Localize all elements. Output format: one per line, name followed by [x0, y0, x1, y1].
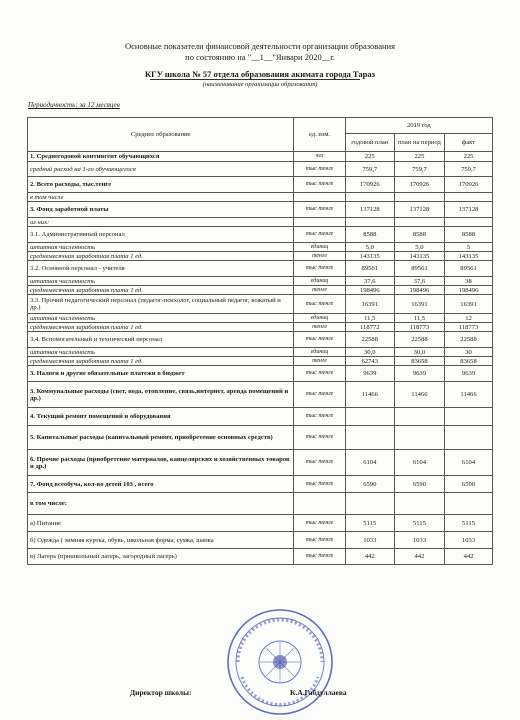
table-row	[28, 295, 493, 314]
table-row	[28, 332, 493, 348]
table-row	[28, 252, 493, 261]
row-annual-plan-cell: 37,6	[345, 277, 394, 286]
row-period-plan-cell: 198496	[394, 286, 444, 295]
row-fact-cell: 6104	[445, 450, 493, 476]
row-unit-cell: тыс тенге	[294, 549, 345, 565]
table-row	[28, 243, 493, 252]
row-unit-cell: единиц	[294, 314, 345, 323]
row-period-plan-cell	[394, 218, 444, 227]
row-period-plan-cell	[394, 493, 444, 515]
row-annual-plan-cell	[345, 218, 394, 227]
row-unit-cell: тыс тенге	[294, 408, 345, 426]
row-unit-cell: тенге	[294, 286, 345, 295]
table-row	[28, 227, 493, 243]
row-annual-plan-cell: 22588	[345, 332, 394, 348]
row-period-plan-cell: 16391	[394, 295, 444, 314]
row-fact-cell: 6590	[445, 476, 493, 493]
row-fact-cell: 143135	[445, 252, 493, 261]
row-unit-cell: единиц	[294, 348, 345, 357]
row-fact-cell: 8588	[445, 227, 493, 243]
header-plan-period: план на период	[394, 134, 444, 152]
title-line-2: по состоянию на "__1__"Январи 2020__г.	[185, 52, 335, 62]
table-row	[28, 476, 493, 493]
row-annual-plan-cell: 143135	[345, 252, 394, 261]
organization-caption: (наименование организации образования)	[202, 81, 318, 88]
row-annual-plan-cell: 1033	[345, 532, 394, 549]
row-period-plan-cell: 6590	[394, 476, 444, 493]
row-fact-cell: 89561	[445, 261, 493, 277]
row-unit-cell	[294, 218, 345, 227]
row-unit-cell: тыс тенге	[294, 476, 345, 493]
header-year: 2019 год	[345, 118, 492, 134]
row-fact-cell: 9639	[445, 366, 493, 382]
row-annual-plan-cell	[345, 493, 394, 515]
row-fact-cell: 5	[445, 243, 493, 252]
row-fact-cell: 12	[445, 314, 493, 323]
table-row	[28, 218, 493, 227]
financial-table	[27, 117, 493, 565]
header-unit: ед. изм.	[294, 118, 345, 152]
row-unit-cell	[294, 493, 345, 515]
row-annual-plan-cell: 118772	[345, 323, 394, 332]
row-annual-plan-cell: 6104	[345, 450, 394, 476]
row-fact-cell	[445, 493, 493, 515]
row-period-plan-cell: 442	[394, 549, 444, 565]
table-row	[28, 193, 493, 202]
row-unit-cell: единиц	[294, 243, 345, 252]
row-name-cell: б) Одежда ( зимняя куртка, обувь, школьная форма, сумка, шапка	[28, 532, 294, 549]
row-fact-cell: 118773	[445, 323, 493, 332]
row-annual-plan-cell: 89561	[345, 261, 394, 277]
row-unit-cell: тыс тенге	[294, 202, 345, 218]
row-fact-cell: 225	[445, 152, 493, 162]
row-annual-plan-cell: 16391	[345, 295, 394, 314]
row-fact-cell	[445, 193, 493, 202]
row-annual-plan-cell	[345, 193, 394, 202]
row-unit-cell: тыс тенге	[294, 227, 345, 243]
row-annual-plan-cell: 11466	[345, 382, 394, 408]
row-unit-cell: тыс тенге	[294, 177, 345, 193]
row-name-cell: среднемесячная заработная плата 1 ед.	[28, 357, 294, 366]
table-row	[28, 162, 493, 177]
table-row	[28, 177, 493, 193]
row-period-plan-cell: 5,0	[394, 243, 444, 252]
row-name-cell: 3.4. Вспомогательный и технический персонал	[28, 332, 294, 348]
row-unit-cell: единиц	[294, 277, 345, 286]
row-unit-cell: тыс тенге	[294, 450, 345, 476]
row-unit-cell: тенге	[294, 323, 345, 332]
row-period-plan-cell: 9639	[394, 366, 444, 382]
table-row	[28, 348, 493, 357]
row-name-cell: 7. Фонд всеобуча, кол-во детей 103 , всего	[28, 476, 294, 493]
table-body	[28, 152, 493, 565]
row-unit-cell: тыс тенге	[294, 162, 345, 177]
row-period-plan-cell: 8588	[394, 227, 444, 243]
row-name-cell: 3. Налоги и другие обязательные платежи в бюджет	[28, 366, 294, 382]
official-stamp	[225, 607, 335, 717]
row-period-plan-cell: 83658	[394, 357, 444, 366]
header-plan-year: годовой план	[345, 134, 394, 152]
row-fact-cell: 759,7	[445, 162, 493, 177]
row-fact-cell: 38	[445, 277, 493, 286]
header-fact: факт	[445, 134, 493, 152]
row-name-cell: 2. Всего расходы, тыс.тенге	[28, 177, 294, 193]
row-annual-plan-cell	[345, 426, 394, 450]
row-name-cell: 3.2. Основной персонал - учителя	[28, 261, 294, 277]
row-annual-plan-cell: 759,7	[345, 162, 394, 177]
row-fact-cell: 1033	[445, 532, 493, 549]
row-annual-plan-cell: 62743	[345, 357, 394, 366]
row-period-plan-cell: 89561	[394, 261, 444, 277]
table-row	[28, 515, 493, 532]
row-period-plan-cell: 11466	[394, 382, 444, 408]
row-fact-cell: 22588	[445, 332, 493, 348]
row-annual-plan-cell: 198496	[345, 286, 394, 295]
table-row	[28, 493, 493, 515]
row-annual-plan-cell: 5,0	[345, 243, 394, 252]
table-row	[28, 202, 493, 218]
row-period-plan-cell: 225	[394, 152, 444, 162]
row-name-cell: 3.3. Прочий педагогический персонал (педагог-психолог, социальный педагог, вожатый и др.)	[28, 295, 294, 314]
row-period-plan-cell: 143135	[394, 252, 444, 261]
row-unit-cell: тыс тенге	[294, 515, 345, 532]
row-annual-plan-cell: 30,0	[345, 348, 394, 357]
row-name-cell: штатная численность	[28, 348, 294, 357]
row-unit-cell: тенге	[294, 357, 345, 366]
row-unit-cell: тыс тенге	[294, 382, 345, 408]
table-row	[28, 286, 493, 295]
table-row	[28, 277, 493, 286]
table-row	[28, 549, 493, 565]
header-name: Среднее образование	[28, 118, 294, 152]
row-fact-cell	[445, 218, 493, 227]
row-name-cell: 6. Прочие расходы (приобретение материалов, канцелярских и хозяйственных товаров и др.)	[28, 450, 294, 476]
reporting-period: Периодичность: за 12 месяцев	[28, 101, 120, 109]
row-name-cell: 5. Капитальные расходы (капитальный ремонт, приобретение основных средств)	[28, 426, 294, 450]
row-annual-plan-cell	[345, 408, 394, 426]
row-period-plan-cell	[394, 408, 444, 426]
row-unit-cell: тыс тенге	[294, 295, 345, 314]
row-unit-cell: тыс тенге	[294, 532, 345, 549]
organization-underline	[150, 79, 360, 80]
row-name-cell: 1. Среднегодовой контингент обучающихся	[28, 152, 294, 162]
row-fact-cell	[445, 426, 493, 450]
row-name-cell: среднемесячная заработная плата 1 ед.	[28, 323, 294, 332]
row-name-cell: 3.1. Административный персонал	[28, 227, 294, 243]
row-name-cell: в) Лагерь (пришкольный лагерь, загородный лагерь)	[28, 549, 294, 565]
row-annual-plan-cell: 11,5	[345, 314, 394, 323]
row-name-cell: среднемесячная заработная плата 1 ед.	[28, 286, 294, 295]
row-unit-cell: тыс тенге	[294, 332, 345, 348]
row-name-cell: в том числе	[28, 193, 294, 202]
row-annual-plan-cell: 442	[345, 549, 394, 565]
row-annual-plan-cell: 6590	[345, 476, 394, 493]
row-name-cell: штатная численность	[28, 314, 294, 323]
row-name-cell: 3. Фонд заработной платы	[28, 202, 294, 218]
row-unit-cell: тыс тенге	[294, 261, 345, 277]
row-fact-cell	[445, 408, 493, 426]
row-fact-cell: 170926	[445, 177, 493, 193]
title-line-1: Основные показатели финансовой деятельности организации образования	[125, 41, 395, 51]
row-fact-cell: 137128	[445, 202, 493, 218]
row-period-plan-cell: 11,5	[394, 314, 444, 323]
row-unit-cell: тыс тенге	[294, 366, 345, 382]
document-title	[0, 41, 520, 63]
row-annual-plan-cell: 8588	[345, 227, 394, 243]
row-period-plan-cell: 759,7	[394, 162, 444, 177]
row-annual-plan-cell: 9639	[345, 366, 394, 382]
row-annual-plan-cell: 137128	[345, 202, 394, 218]
table-row	[28, 450, 493, 476]
row-name-cell: из них:	[28, 218, 294, 227]
row-fact-cell: 198496	[445, 286, 493, 295]
row-name-cell: а) Питание	[28, 515, 294, 532]
row-annual-plan-cell: 225	[345, 152, 394, 162]
row-period-plan-cell: 118773	[394, 323, 444, 332]
table-row	[28, 152, 493, 162]
row-name-cell: средний расход на 1-го обучающегося	[28, 162, 294, 177]
row-unit-cell: чел	[294, 152, 345, 162]
row-name-cell: штатная численность	[28, 277, 294, 286]
row-name-cell: 4. Текущий ремонт помещений и оборудования	[28, 408, 294, 426]
table-row	[28, 357, 493, 366]
row-annual-plan-cell: 170926	[345, 177, 394, 193]
row-unit-cell	[294, 193, 345, 202]
organization-name: КГУ школа № 57 отдела образования акимата города Тараз	[145, 69, 375, 79]
row-fact-cell: 30	[445, 348, 493, 357]
row-period-plan-cell	[394, 426, 444, 450]
row-fact-cell: 442	[445, 549, 493, 565]
row-period-plan-cell: 22588	[394, 332, 444, 348]
table-row	[28, 366, 493, 382]
row-period-plan-cell: 137128	[394, 202, 444, 218]
table-row	[28, 532, 493, 549]
row-period-plan-cell: 37,6	[394, 277, 444, 286]
row-name-cell: 3. Коммунальные расходы (свет, вода, отопление, связь,интернет, аренда помещений и др.)	[28, 382, 294, 408]
director-name: К.А.Габдуллаева	[290, 688, 347, 697]
row-period-plan-cell: 30,0	[394, 348, 444, 357]
row-period-plan-cell: 6104	[394, 450, 444, 476]
table-row	[28, 314, 493, 323]
row-fact-cell: 11466	[445, 382, 493, 408]
row-period-plan-cell	[394, 193, 444, 202]
row-period-plan-cell: 170926	[394, 177, 444, 193]
director-label: Директор школы:	[130, 688, 192, 697]
table-row	[28, 382, 493, 408]
table-row	[28, 408, 493, 426]
row-name-cell: среднемесячная заработная плата 1 ед.	[28, 252, 294, 261]
row-period-plan-cell: 1033	[394, 532, 444, 549]
row-unit-cell: тенге	[294, 252, 345, 261]
row-name-cell: в том числе:	[28, 493, 294, 515]
row-period-plan-cell: 5115	[394, 515, 444, 532]
row-name-cell: штатная численность	[28, 243, 294, 252]
table-row	[28, 323, 493, 332]
row-fact-cell: 83658	[445, 357, 493, 366]
table-row	[28, 261, 493, 277]
row-unit-cell: тыс тенге	[294, 426, 345, 450]
table-row	[28, 426, 493, 450]
row-annual-plan-cell: 5115	[345, 515, 394, 532]
row-fact-cell: 5115	[445, 515, 493, 532]
row-fact-cell: 16391	[445, 295, 493, 314]
